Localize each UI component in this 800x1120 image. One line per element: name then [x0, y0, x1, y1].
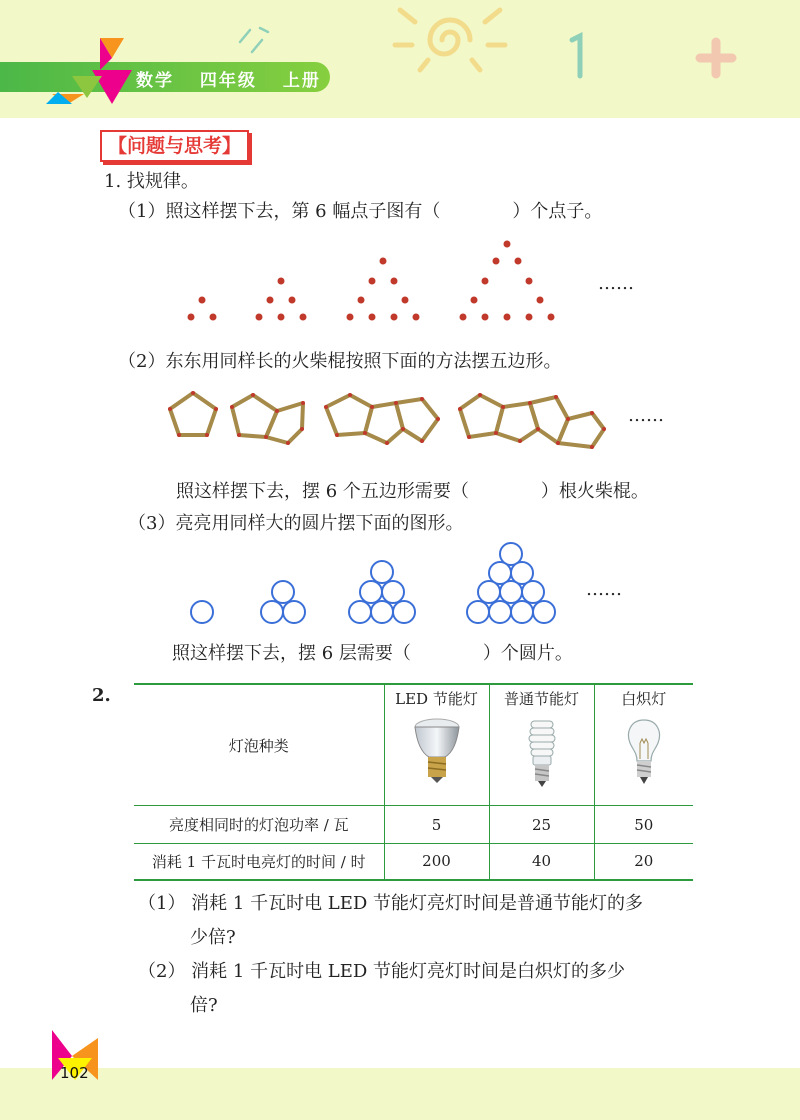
- bulb-comparison-table: [134, 683, 693, 881]
- section-title: 【问题与思考】: [100, 130, 249, 162]
- spiral-bulb-icon: [522, 717, 562, 789]
- q1-part1-after: ）个点子。: [512, 201, 603, 222]
- row1-normal: 25: [489, 806, 594, 844]
- sparkle-doodle-icon: [232, 22, 276, 62]
- q1-part3-before: 照这样摆下去，摆 6 层需要（: [172, 643, 411, 664]
- table-header-label: 灯泡种类: [134, 684, 384, 806]
- row1-incandescent: 50: [594, 806, 693, 844]
- number-one-doodle-icon: [566, 32, 590, 80]
- table-header-led: [384, 684, 489, 806]
- tangram-cat-logo-icon: [42, 36, 134, 106]
- row2-incandescent: 20: [594, 844, 693, 880]
- incandescent-label: 白炽灯: [621, 690, 667, 708]
- q1-part2-before: 照这样摆下去，摆 6 个五边形需要（: [176, 481, 469, 502]
- table-header-normal: [489, 684, 594, 806]
- header-title: [136, 66, 339, 91]
- q1-part2-text: （2）东东用同样长的火柴棍按照下面的方法摆五边形。: [118, 351, 562, 372]
- dot-pattern-figure: [180, 236, 640, 326]
- header-volume: 上册: [282, 71, 321, 91]
- q1-part3-ellipsis: ……: [586, 579, 622, 600]
- q1-part3-after: ）个圆片。: [482, 643, 573, 664]
- q2-sub2-line1: （2） 消耗 1 千瓦时电 LED 节能灯亮灯时间是白炽灯的多少: [138, 961, 626, 982]
- q1-part2-ellipsis: ……: [628, 405, 664, 426]
- q1-title: 找规律。: [126, 171, 199, 192]
- sun-doodle-icon: [380, 0, 520, 80]
- q1-part3-text: （3）亮亮用同样大的圆片摆下面的图形。: [128, 513, 464, 534]
- q1-part1-before: （1）照这样摆下去，第 6 幅点子图有（: [118, 201, 441, 222]
- header-subject: 数学: [136, 71, 174, 91]
- incandescent-bulb-icon: [624, 717, 664, 787]
- header-grade: 四年级: [199, 71, 257, 91]
- table-row: [134, 844, 693, 880]
- q1-part2-question: [176, 480, 649, 504]
- q2-sub1-line2: 少倍?: [190, 927, 236, 948]
- normal-label: 普通节能灯: [503, 690, 579, 708]
- table-header-row: [134, 684, 693, 806]
- q1-heading: [104, 170, 199, 194]
- bottom-band: [0, 1068, 800, 1120]
- q1-part3-question: [172, 642, 573, 666]
- q2-number: 2.: [92, 685, 111, 706]
- page-number: 102: [60, 1064, 89, 1082]
- row1-led: 5: [384, 806, 489, 844]
- q2-sub2-line2: 倍?: [190, 995, 218, 1016]
- table-row: [134, 806, 693, 844]
- matchstick-pentagons-figure: [160, 385, 620, 455]
- row2-led: 200: [384, 844, 489, 880]
- row2-normal: 40: [489, 844, 594, 880]
- q2-sub1-line1: （1） 消耗 1 千瓦时电 LED 节能灯亮灯时间是普通节能灯的多: [138, 893, 644, 914]
- q1-part2-after: ）根火柴棍。: [540, 481, 649, 502]
- q1-part1-ellipsis: ……: [598, 273, 634, 294]
- circle-discs-figure: [180, 540, 580, 630]
- row1-label: 亮度相同时的灯泡功率 / 瓦: [134, 806, 384, 844]
- led-label: LED 节能灯: [395, 690, 478, 708]
- plus-doodle-icon: [694, 36, 738, 80]
- q1-number: 1.: [104, 171, 122, 192]
- table-header-incandescent: [594, 684, 693, 806]
- q1-part1: [118, 200, 602, 224]
- led-bulb-icon: [412, 717, 462, 785]
- row2-label: 消耗 1 千瓦时电亮灯的时间 / 时: [134, 844, 384, 880]
